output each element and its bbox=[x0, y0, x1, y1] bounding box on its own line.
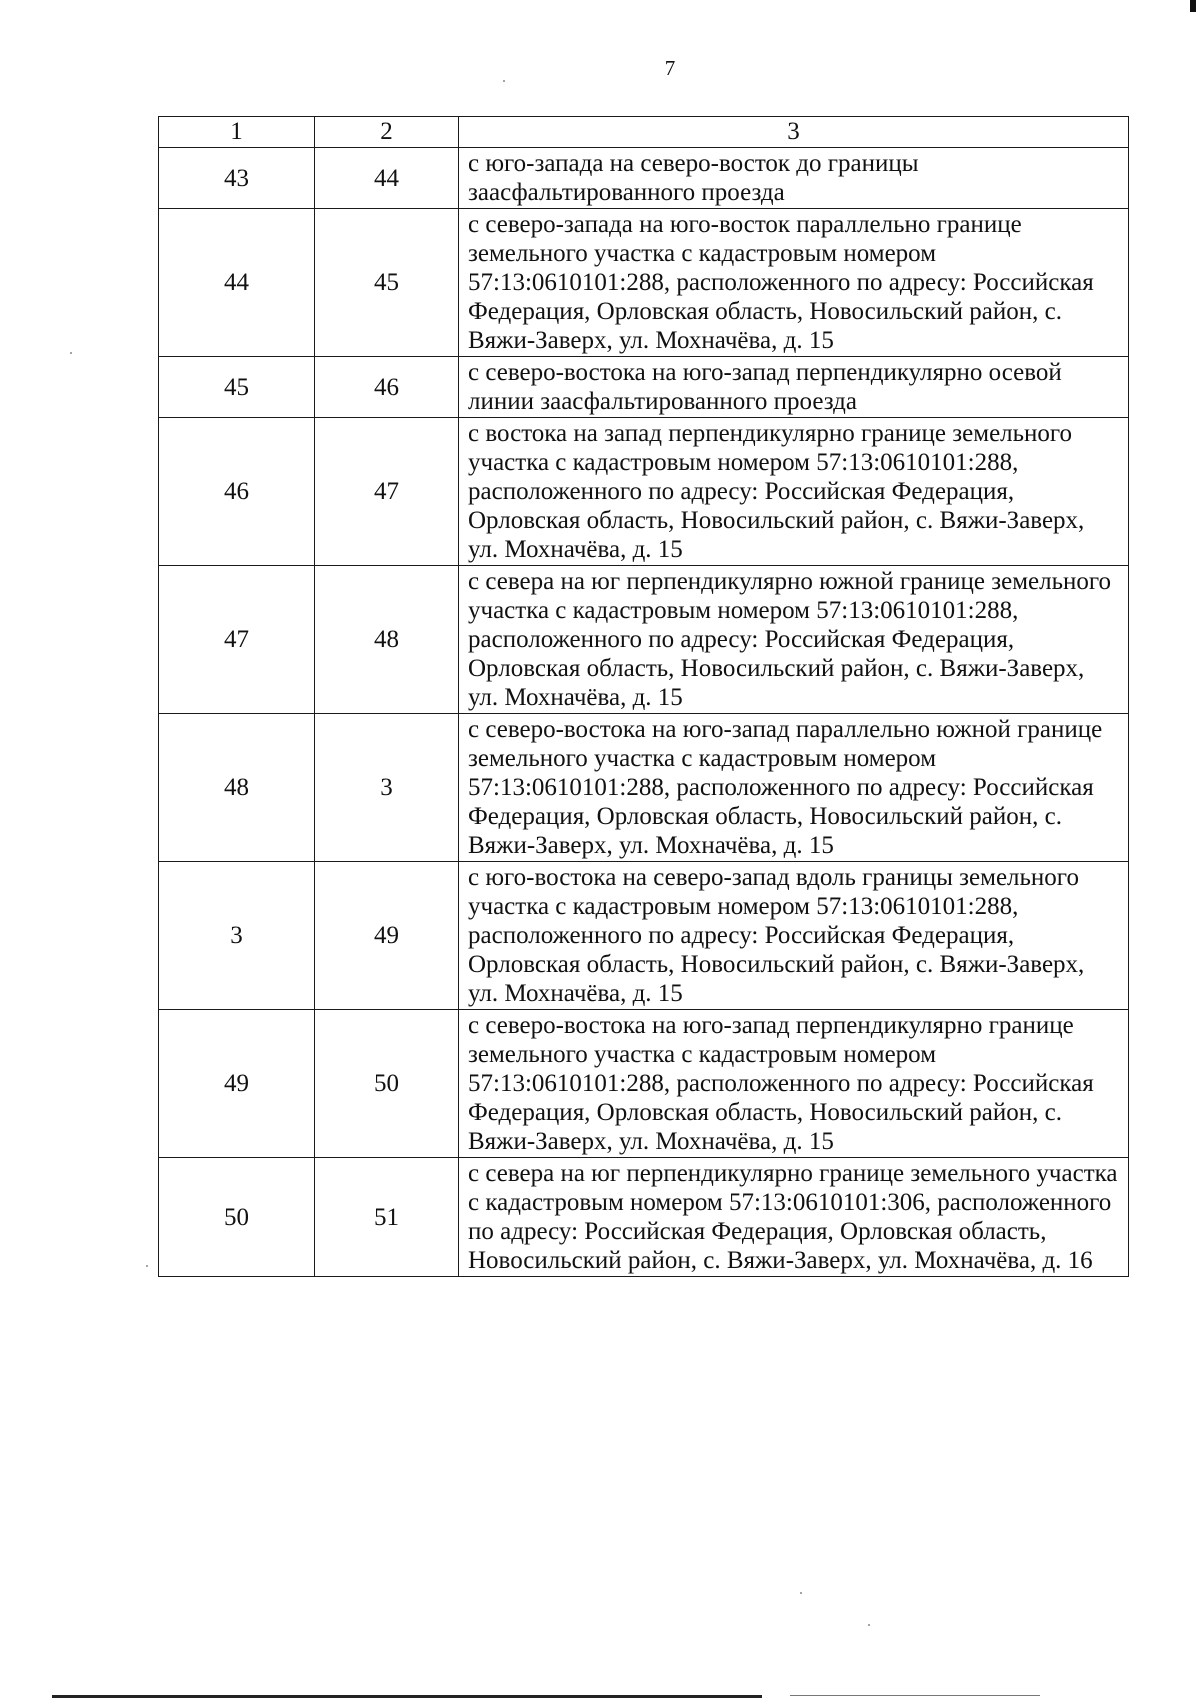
scan-corner-mark bbox=[1190, 0, 1196, 12]
cell-to-point: 51 bbox=[315, 1158, 459, 1277]
cell-from-point: 47 bbox=[159, 566, 315, 714]
scan-speck bbox=[503, 80, 505, 82]
cell-to-point: 49 bbox=[315, 862, 459, 1010]
cell-description: с северо-востока на юго-запад перпендикулярно осевой линии заасфальтированного проезда bbox=[459, 357, 1129, 418]
bottom-rule-thin bbox=[790, 1695, 1040, 1696]
cell-description: с юго-запада на северо-восток до границы заасфальтированного проезда bbox=[459, 148, 1129, 209]
scan-speck bbox=[800, 1592, 802, 1594]
header-cell-1: 1 bbox=[159, 117, 315, 148]
cell-to-point: 50 bbox=[315, 1010, 459, 1158]
cell-to-point: 48 bbox=[315, 566, 459, 714]
cell-to-point: 45 bbox=[315, 209, 459, 357]
cell-to-point: 47 bbox=[315, 418, 459, 566]
boundary-table bbox=[158, 116, 1129, 1277]
table-row bbox=[159, 714, 1129, 862]
page-number: 7 bbox=[664, 56, 676, 80]
scan-speck bbox=[70, 352, 72, 354]
cell-description: с северо-запада на юго-восток параллельно границе земельного участка с кадастровым номером 57:13:0610101:288, расположенного по адресу: Российская Федерация, Орловская область, Новосильский район, с. Вяжи-Заверх, ул. Мохначёва, д. 15 bbox=[459, 209, 1129, 357]
cell-from-point: 44 bbox=[159, 209, 315, 357]
scan-speck bbox=[868, 1624, 870, 1626]
cell-description: с северо-востока на юго-запад перпендикулярно границе земельного участка с кадастровым номером 57:13:0610101:288, расположенного по адресу: Российская Федерация, Орловская область, Новосильский район, с. Вяжи-Заверх, ул. Мохначёва, д. 15 bbox=[459, 1010, 1129, 1158]
table-row bbox=[159, 209, 1129, 357]
cell-from-point: 50 bbox=[159, 1158, 315, 1277]
table-row bbox=[159, 566, 1129, 714]
cell-description: с севера на юг перпендикулярно южной границе земельного участка с кадастровым номером 57:13:0610101:288, расположенного по адресу: Российская Федерация, Орловская область, Новосильский район, с. Вяжи-Заверх, ул. Мохначёва, д. 15 bbox=[459, 566, 1129, 714]
bottom-rule bbox=[52, 1695, 762, 1698]
cell-from-point: 43 bbox=[159, 148, 315, 209]
header-cell-2: 2 bbox=[315, 117, 459, 148]
cell-from-point: 3 bbox=[159, 862, 315, 1010]
cell-from-point: 48 bbox=[159, 714, 315, 862]
table-row bbox=[159, 418, 1129, 566]
table-row bbox=[159, 357, 1129, 418]
cell-description: с севера на юг перпендикулярно границе земельного участка с кадастровым номером 57:13:0610101:306, расположенного по адресу: Российская Федерация, Орловская область, Новосильский район, с. Вяжи-Заверх, ул. Мохначёва, д. 16 bbox=[459, 1158, 1129, 1277]
cell-from-point: 49 bbox=[159, 1010, 315, 1158]
header-cell-3: 3 bbox=[459, 117, 1129, 148]
cell-to-point: 46 bbox=[315, 357, 459, 418]
table-header-row bbox=[159, 117, 1129, 148]
cell-from-point: 45 bbox=[159, 357, 315, 418]
cell-to-point: 3 bbox=[315, 714, 459, 862]
cell-description: с северо-востока на юго-запад параллельно южной границе земельного участка с кадастровым номером 57:13:0610101:288, расположенного по адресу: Российская Федерация, Орловская область, Новосильский район, с. Вяжи-Заверх, ул. Мохначёва, д. 15 bbox=[459, 714, 1129, 862]
cell-from-point: 46 bbox=[159, 418, 315, 566]
cell-description: с востока на запад перпендикулярно границе земельного участка с кадастровым номером 57:13:0610101:288, расположенного по адресу: Российская Федерация, Орловская область, Новосильский район, с. Вяжи-Заверх, ул. Мохначёва, д. 15 bbox=[459, 418, 1129, 566]
scan-speck bbox=[146, 1265, 148, 1267]
cell-to-point: 44 bbox=[315, 148, 459, 209]
table-row bbox=[159, 1010, 1129, 1158]
table-row bbox=[159, 1158, 1129, 1277]
cell-description: с юго-востока на северо-запад вдоль границы земельного участка с кадастровым номером 57:13:0610101:288, расположенного по адресу: Российская Федерация, Орловская область, Новосильский район, с. Вяжи-Заверх, ул. Мохначёва, д. 15 bbox=[459, 862, 1129, 1010]
table-row bbox=[159, 148, 1129, 209]
table-row bbox=[159, 862, 1129, 1010]
